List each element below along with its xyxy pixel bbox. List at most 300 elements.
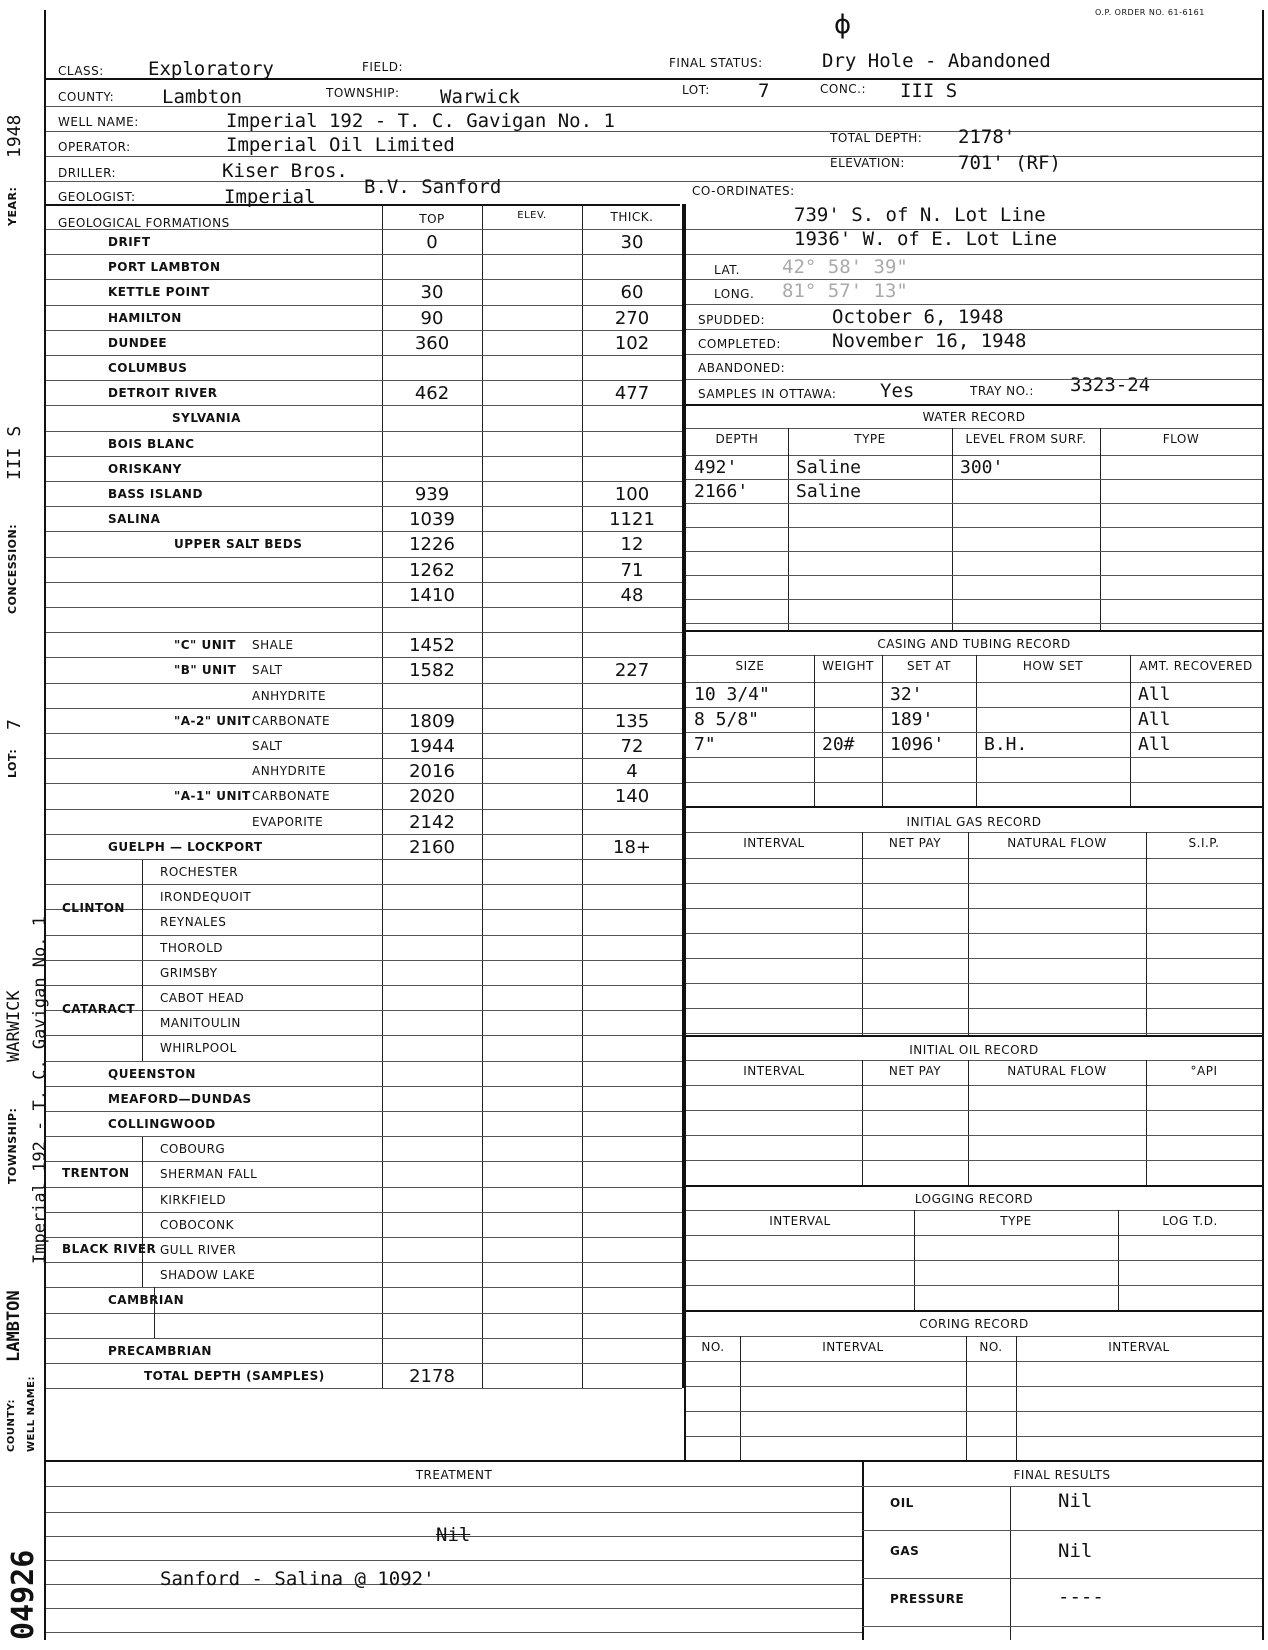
formation-thick-value: 102 <box>614 332 650 354</box>
casing-header-rule <box>686 682 1262 683</box>
class-value: Exploratory <box>148 58 274 80</box>
formation-name: DETROIT RIVER <box>108 386 218 401</box>
formation-thick-value: 48 <box>620 584 644 606</box>
formation-subunit: ROCHESTER <box>160 865 239 879</box>
formation-subunit: WHIRLPOOL <box>160 1041 237 1056</box>
final-results-title: FINAL RESULTS <box>1013 1468 1111 1482</box>
coring-header: NO. <box>701 1340 725 1354</box>
abandoned-label: ABANDONED: <box>698 361 786 375</box>
oil-row-rule <box>686 1135 1262 1136</box>
order-number: O.P. ORDER NO. 61-6161 <box>1095 8 1205 17</box>
formation-name: DRIFT <box>108 235 151 249</box>
samples-value: Yes <box>880 380 915 402</box>
coring-row-rule <box>686 1386 1262 1387</box>
header-rule-1 <box>46 78 1262 80</box>
formation-subunit: MANITOULIN <box>160 1016 241 1031</box>
formations-row-rule <box>46 582 682 583</box>
formation-name: "A-2" UNIT <box>174 713 251 728</box>
formation-group-label: CATARACT <box>62 1002 136 1017</box>
lot-value: 7 <box>758 80 770 102</box>
treatment-header-rule <box>46 1486 1262 1487</box>
formation-group-rule <box>46 1136 682 1137</box>
tray-label: TRAY NO.: <box>970 384 1034 398</box>
operator-value: Imperial Oil Limited <box>226 134 455 156</box>
phi-symbol: ϕ <box>834 10 852 40</box>
gas-row-rule <box>686 958 1262 959</box>
tray-value: 3323-24 <box>1070 374 1151 396</box>
gas-header: NET PAY <box>888 836 942 850</box>
coring-title: CORING RECORD <box>919 1317 1029 1331</box>
formations-row-rule <box>46 254 682 255</box>
total-depth-value: 2178' <box>958 126 1016 148</box>
formations-row-rule <box>46 330 682 331</box>
formation-group-rule <box>46 960 682 961</box>
casing-header: SIZE <box>735 659 765 673</box>
samples-label: SAMPLES IN OTTAWA: <box>698 387 837 401</box>
spudded-label: SPUDDED: <box>698 313 765 327</box>
oil-col-divider <box>968 1060 969 1185</box>
oil-header-rule <box>686 1085 1262 1086</box>
formation-thick-value: 477 <box>614 383 650 405</box>
file-number: 04926 <box>6 1549 41 1640</box>
treatment-divider <box>862 1460 864 1640</box>
oil-row-rule <box>686 1110 1262 1111</box>
formations-row-rule <box>46 733 682 734</box>
water-row-rule <box>686 527 1262 528</box>
oil-header: °API <box>1190 1064 1218 1078</box>
treatment-row-rule <box>46 1632 862 1633</box>
formations-row-rule <box>46 1111 682 1112</box>
casing-title-rule <box>686 655 1262 656</box>
formation-subunit: GRIMSBY <box>160 965 218 980</box>
results-row-rule <box>862 1530 1262 1531</box>
formation-name: BOIS BLANC <box>108 436 195 451</box>
treatment-title: TREATMENT <box>415 1468 493 1482</box>
formation-top-value: 2020 <box>409 786 455 808</box>
formations-row-rule <box>46 405 682 406</box>
margin-county-value: LAMBTON <box>4 1290 24 1362</box>
water-cell: Saline <box>796 481 862 502</box>
gas-row-rule <box>686 883 1262 884</box>
formations-row-rule <box>46 506 682 507</box>
formation-thick-value: 270 <box>614 307 650 329</box>
conc-label: CONC.: <box>820 82 867 96</box>
formations-header-thick: THICK. <box>610 210 654 224</box>
coring-row-rule <box>686 1411 1262 1412</box>
header-rule-4 <box>46 156 1262 157</box>
coordinate-1: 739' S. of N. Lot Line <box>794 204 1046 226</box>
coring-title-rule <box>686 1336 1262 1337</box>
header-rule-2 <box>46 106 1262 107</box>
water-row-rule <box>686 623 1262 624</box>
formation-top-value: 2160 <box>409 836 455 858</box>
location-rule <box>686 379 1262 380</box>
water-title-rule <box>686 428 1262 429</box>
gas-row-rule <box>686 1008 1262 1009</box>
formation-top-value: 360 <box>414 332 450 354</box>
formation-subunit: EVAPORITE <box>252 814 324 829</box>
water-row-rule <box>686 503 1262 504</box>
formations-row-rule <box>46 431 682 432</box>
gas-row-rule <box>686 1033 1262 1034</box>
formation-name: UPPER SALT BEDS <box>174 537 303 552</box>
formation-subunit: SHERMAN FALL <box>160 1167 258 1182</box>
formations-row-rule <box>46 1287 682 1288</box>
geologist-label: GEOLOGIST: <box>58 190 136 204</box>
formations-row-rule <box>46 456 682 457</box>
margin-township-label: TOWNSHIP: <box>6 1107 19 1184</box>
margin-concession-value: III S <box>4 425 25 480</box>
water-row-rule <box>686 551 1262 552</box>
treatment-row-rule <box>46 1512 862 1513</box>
water-header: DEPTH <box>715 432 759 446</box>
casing-row-rule <box>686 707 1262 708</box>
driller-value: Kiser Bros. <box>222 160 348 182</box>
casing-cell: B.H. <box>984 734 1028 755</box>
formations-row-rule <box>46 1388 682 1389</box>
oil-header: NET PAY <box>888 1064 942 1078</box>
formation-group-label: CLINTON <box>62 901 125 916</box>
formation-top-value: 1944 <box>409 736 455 757</box>
coordinate-2: 1936' W. of E. Lot Line <box>794 228 1058 250</box>
formations-row-rule <box>46 783 682 784</box>
logging-row-rule <box>686 1260 1262 1261</box>
formation-subunit: SHADOW LAKE <box>160 1268 256 1283</box>
formations-header-name: GEOLOGICAL FORMATIONS <box>58 216 230 230</box>
formation-top-value: 30 <box>420 282 444 304</box>
formation-subunit: SALT <box>252 739 283 753</box>
formation-top-value: 1410 <box>409 584 455 606</box>
header-rule-3 <box>46 131 1262 132</box>
oil-top-rule <box>686 1035 1262 1037</box>
water-cell: 492' <box>694 457 738 478</box>
formation-name: CAMBRIAN <box>108 1293 185 1308</box>
formation-subunit: THOROLD <box>160 940 224 955</box>
margin-well-name-value: Imperial 192 - T. C. Gavigan No. 1 <box>30 916 50 1264</box>
formation-top-value: 2142 <box>409 811 455 833</box>
township-label: TOWNSHIP: <box>326 86 400 100</box>
long-value: 81° 57' 13" <box>782 280 908 302</box>
water-row-rule <box>686 599 1262 600</box>
geologist-value-1: Imperial <box>224 186 316 208</box>
formation-group-label: TRENTON <box>62 1166 130 1180</box>
coring-header: INTERVAL <box>822 1340 884 1354</box>
logging-header-rule <box>686 1235 1262 1236</box>
coring-header-rule <box>686 1361 1262 1362</box>
water-row-rule <box>686 479 1262 480</box>
formation-group-divider <box>142 960 143 1061</box>
county-value: Lambton <box>162 86 243 108</box>
formation-subunit: CARBONATE <box>252 713 331 728</box>
final-status-label: FINAL STATUS: <box>669 56 763 70</box>
gas-top-rule <box>686 806 1262 808</box>
formation-group-rule <box>46 1212 682 1213</box>
formation-thick-value: 4 <box>626 761 638 783</box>
formation-name: PORT LAMBTON <box>108 260 221 275</box>
gas-title-rule <box>686 832 1262 833</box>
formation-name: GUELPH — LOCKPORT <box>108 839 263 854</box>
margin-lot-value: 7 <box>4 719 25 730</box>
oil-col-divider <box>862 1060 863 1185</box>
elevation-value: 701' (RF) <box>958 152 1061 174</box>
treatment-value: Nil <box>436 1524 471 1546</box>
casing-cell: All <box>1138 709 1171 730</box>
formation-thick-value: 18+ <box>613 836 651 858</box>
casing-cell: 20# <box>822 734 855 755</box>
formations-row-rule <box>46 1338 682 1339</box>
formation-name: SYLVANIA <box>172 411 241 426</box>
casing-col-divider <box>976 655 977 806</box>
formations-row-rule <box>46 355 682 356</box>
formation-subunit: REYNALES <box>160 915 227 930</box>
formations-row-rule <box>46 1363 682 1364</box>
formation-subunit: COBOURG <box>160 1142 226 1157</box>
formation-thick-value: 100 <box>614 484 650 505</box>
formation-top-value: 1582 <box>409 660 455 682</box>
formation-name: "C" UNIT <box>174 638 236 653</box>
formations-row-rule <box>46 708 682 709</box>
casing-cell: 189' <box>890 709 934 730</box>
margin-year-value: 1948 <box>4 114 25 158</box>
formation-name: ORISKANY <box>108 461 182 476</box>
formation-thick-value: 60 <box>620 282 644 304</box>
formation-thick-value: 135 <box>614 710 650 732</box>
formation-name: "B" UNIT <box>174 663 237 678</box>
formation-subunit: CABOT HEAD <box>160 991 245 1005</box>
township-value: Warwick <box>440 86 521 108</box>
formation-thick-value: 71 <box>620 559 644 581</box>
formations-row-rule <box>46 1061 682 1062</box>
logging-top-rule <box>686 1185 1262 1187</box>
lat-label: LAT. <box>714 263 740 277</box>
water-header: TYPE <box>854 432 886 446</box>
coring-top-rule <box>686 1310 1262 1312</box>
location-rule <box>686 229 1262 230</box>
elevation-label: ELEVATION: <box>830 156 905 170</box>
margin-well-name-label: WELL NAME: <box>26 1376 37 1452</box>
margin-concession-label: CONCESSION: <box>6 523 19 614</box>
formation-name: HAMILTON <box>108 310 182 325</box>
formation-top-value: 939 <box>414 484 450 505</box>
formation-subunit: ANHYDRITE <box>252 688 327 703</box>
gas-header: S.I.P. <box>1188 836 1220 850</box>
water-title: WATER RECORD <box>922 410 1026 424</box>
header-rule-5 <box>46 181 1262 182</box>
spudded-value: October 6, 1948 <box>832 306 1004 328</box>
oil-col-divider <box>1146 1060 1147 1185</box>
gas-header: NATURAL FLOW <box>1007 836 1107 850</box>
formation-group-rule <box>46 859 682 860</box>
driller-label: DRILLER: <box>58 166 117 180</box>
formations-row-rule <box>46 531 682 532</box>
casing-cell: All <box>1138 684 1171 705</box>
margin-year-label: YEAR: <box>6 186 19 226</box>
formation-subunit: ANHYDRITE <box>252 764 327 779</box>
formation-group-divider <box>142 859 143 960</box>
formations-row-rule <box>46 758 682 759</box>
gas-result-value: Nil <box>1058 1540 1093 1562</box>
formation-group-label: BLACK RIVER <box>62 1241 157 1256</box>
gas-row-rule <box>686 933 1262 934</box>
long-label: LONG. <box>714 287 755 301</box>
formation-name: BASS ISLAND <box>108 487 203 501</box>
logging-title: LOGGING RECORD <box>914 1192 1034 1206</box>
formations-row-rule <box>46 809 682 810</box>
casing-row-rule <box>686 757 1262 758</box>
conc-value: III S <box>900 80 958 102</box>
formations-row-rule <box>46 657 682 658</box>
completed-label: COMPLETED: <box>698 337 781 351</box>
oil-result-value: Nil <box>1058 1490 1093 1512</box>
formation-name: MEAFORD—DUNDAS <box>108 1091 252 1106</box>
formation-subunit: SALT <box>252 663 283 678</box>
formation-name: COLUMBUS <box>108 361 188 375</box>
formation-name: PRECAMBRIAN <box>108 1343 212 1358</box>
casing-cell: 8 5/8" <box>694 709 760 730</box>
oil-title-rule <box>686 1060 1262 1061</box>
oil-header: INTERVAL <box>743 1064 805 1078</box>
water-row-rule <box>686 575 1262 576</box>
coring-col-divider <box>1016 1336 1017 1460</box>
formation-thick-value: 30 <box>620 232 644 253</box>
water-cell: 300' <box>960 457 1004 478</box>
formations-header-elev: ELEV. <box>517 210 547 221</box>
casing-cell: 32' <box>890 684 923 705</box>
casing-title: CASING AND TUBING RECORD <box>877 637 1071 651</box>
formation-subunit: IRONDEQUOIT <box>160 890 252 905</box>
oil-header: NATURAL FLOW <box>1007 1064 1107 1078</box>
formation-subunit: GULL RIVER <box>160 1243 237 1257</box>
casing-row-rule <box>686 732 1262 733</box>
logging-row-rule <box>686 1285 1262 1286</box>
formation-thick-value: 12 <box>620 534 644 556</box>
right-border <box>1262 10 1264 1640</box>
formation-top-value: 1452 <box>409 635 455 657</box>
well-name-value: Imperial 192 - T. C. Gavigan No. 1 <box>226 110 615 132</box>
formation-thick-value: 1121 <box>609 509 655 531</box>
coordinates-label: CO-ORDINATES: <box>692 184 795 198</box>
formation-thick-value: 140 <box>614 786 650 808</box>
formation-group-divider <box>142 1136 143 1212</box>
formations-row-rule <box>46 683 682 684</box>
formations-header-top: TOP <box>419 212 445 226</box>
margin-lot-label: LOT: <box>6 748 19 778</box>
formation-top-value: 1262 <box>409 559 455 581</box>
formation-subunit: CARBONATE <box>252 789 331 804</box>
formation-name: DUNDEE <box>108 335 168 350</box>
coring-col-divider <box>966 1336 967 1460</box>
casing-col-divider <box>814 655 815 806</box>
water-cell: Saline <box>796 457 862 478</box>
results-row-rule <box>862 1626 1262 1627</box>
lot-label: LOT: <box>682 83 710 97</box>
casing-header: HOW SET <box>1022 659 1084 673</box>
coring-col-divider <box>740 1336 741 1460</box>
formations-row-rule <box>46 632 682 633</box>
location-rule <box>686 304 1262 305</box>
casing-col-divider <box>882 655 883 806</box>
county-label: COUNTY: <box>58 90 115 104</box>
water-top-rule <box>686 404 1262 406</box>
formation-name: TOTAL DEPTH (SAMPLES) <box>144 1369 325 1383</box>
casing-row-rule <box>686 782 1262 783</box>
logging-header: INTERVAL <box>769 1214 831 1228</box>
formations-row-rule <box>46 305 682 306</box>
formation-name: "A-1" UNIT <box>174 789 251 804</box>
formation-top-value: 90 <box>420 307 444 329</box>
coring-header: NO. <box>979 1340 1003 1354</box>
gas-header-rule <box>686 858 1262 859</box>
formation-top-value: 2016 <box>409 761 455 783</box>
formation-top-value: 1039 <box>409 509 455 531</box>
logging-header: TYPE <box>1000 1214 1032 1228</box>
completed-value: November 16, 1948 <box>832 330 1027 352</box>
header-rule-6 <box>46 204 680 206</box>
location-rule <box>686 279 1262 280</box>
treatment-row-rule <box>46 1608 862 1609</box>
casing-col-divider <box>1130 655 1131 806</box>
well-name-label: WELL NAME: <box>58 115 139 129</box>
oil-title: INITIAL OIL RECORD <box>909 1043 1039 1057</box>
formations-row-rule <box>46 279 682 280</box>
formation-top-value: 2178 <box>409 1366 455 1387</box>
formation-top-value: 462 <box>414 383 450 405</box>
formation-name: QUEENSTON <box>108 1066 196 1081</box>
formation-top-value: 0 <box>426 232 438 253</box>
water-header: LEVEL FROM SURF. <box>965 432 1087 446</box>
location-rule <box>686 254 1262 255</box>
treatment-top-rule <box>46 1460 1262 1462</box>
formations-row-rule <box>46 1086 682 1087</box>
formations-row-rule <box>46 1313 682 1314</box>
final-status-value: Dry Hole - Abandoned <box>822 50 1051 72</box>
formation-thick-value: 72 <box>620 736 644 757</box>
operator-label: OPERATOR: <box>58 140 131 154</box>
oil-row-rule <box>686 1160 1262 1161</box>
water-cell: 2166' <box>694 481 749 502</box>
results-divider <box>1010 1486 1011 1640</box>
formation-subunit: KIRKFIELD <box>160 1192 227 1207</box>
treatment-note: Sanford - Salina @ 1092' <box>160 1568 435 1590</box>
results-row-rule <box>862 1578 1262 1579</box>
gas-result-label: GAS <box>890 1544 920 1558</box>
formations-row-rule <box>46 557 682 558</box>
logging-header: LOG T.D. <box>1162 1214 1218 1228</box>
formations-row-rule <box>46 607 682 608</box>
formations-row-rule <box>46 834 682 835</box>
gas-row-rule <box>686 908 1262 909</box>
casing-cell: All <box>1138 734 1171 755</box>
gas-row-rule <box>686 983 1262 984</box>
pressure-value: ---- <box>1058 1586 1104 1608</box>
formation-subunit: SHALE <box>252 638 294 653</box>
margin-township-value: WARWICK <box>4 990 24 1062</box>
formations-row-rule <box>46 481 682 482</box>
formation-group-divider <box>154 1287 155 1337</box>
formation-thick-value: 227 <box>614 660 650 682</box>
water-header-rule <box>686 455 1262 456</box>
casing-header: SET AT <box>907 659 951 673</box>
field-label: FIELD: <box>362 60 403 74</box>
lat-value: 42° 58' 39" <box>782 256 908 278</box>
formations-row-rule <box>46 380 682 381</box>
formation-subunit: COBOCONK <box>160 1217 234 1232</box>
location-rule <box>686 329 1262 330</box>
coring-header: INTERVAL <box>1108 1340 1170 1354</box>
oil-result-label: OIL <box>890 1496 914 1510</box>
casing-top-rule <box>686 630 1262 632</box>
casing-cell: 1096' <box>890 734 945 755</box>
